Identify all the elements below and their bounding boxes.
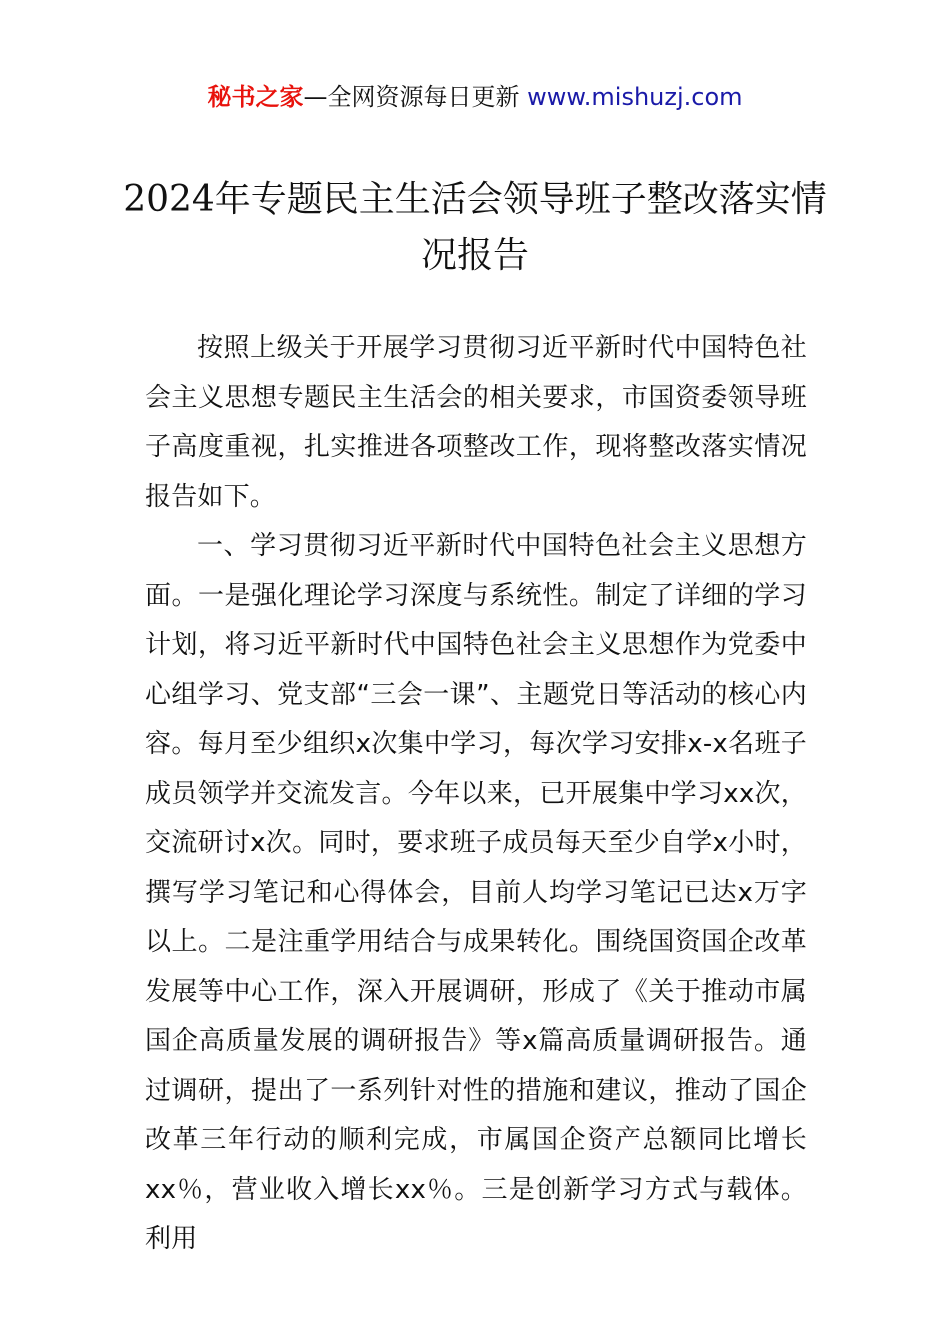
paragraph-section-1: 一、学习贯彻习近平新时代中国特色社会主义思想方面。一是强化理论学习深度与系统性。制定了详细的学习计划，将习近平新时代中国特色社会主义思想作为党委中心组学习、党支部“三会一课”、主题党日等活动的核心内容。每月至少组织x次集中学习，每次学习安排x-x名班子成员领学并交流发言。今年以来，已开展集中学习xx次，交流研讨x次。同时，要求班子成员每天至少自学x小时，撰写学习笔记和心得体会，目前人均学习笔记已达x万字以上。二是注重学用结合与成果转化。围绕国资国企改革发展等中心工作，深入开展调研，形成了《关于推动市属国企高质量发展的调研报告》等x篇高质量调研报告。通过调研，提出了一系列针对性的措施和建议，推动了国企改革三年行动的顺利完成，市属国企资产总额同比增长xx％，营业收入增长xx％。三是创新学习方式与载体。利用 (145, 531, 807, 1254)
document-body (145, 324, 807, 1265)
site-url-link[interactable]: www.mishuzj.com (527, 83, 743, 111)
document-title: 2024年专题民主生活会领导班子整改落实情况报告 (123, 179, 827, 276)
paragraph-intro: 按照上级关于开展学习贯彻习近平新时代中国特色社会主义思想专题民主生活会的相关要求，市国资委领导班子高度重视，扎实推进各项整改工作，现将整改落实情况报告如下。 (145, 333, 807, 512)
site-brand: 秘书之家 (207, 83, 304, 111)
site-header (0, 80, 950, 114)
site-tagline: —全网资源每日更新 (303, 83, 528, 111)
